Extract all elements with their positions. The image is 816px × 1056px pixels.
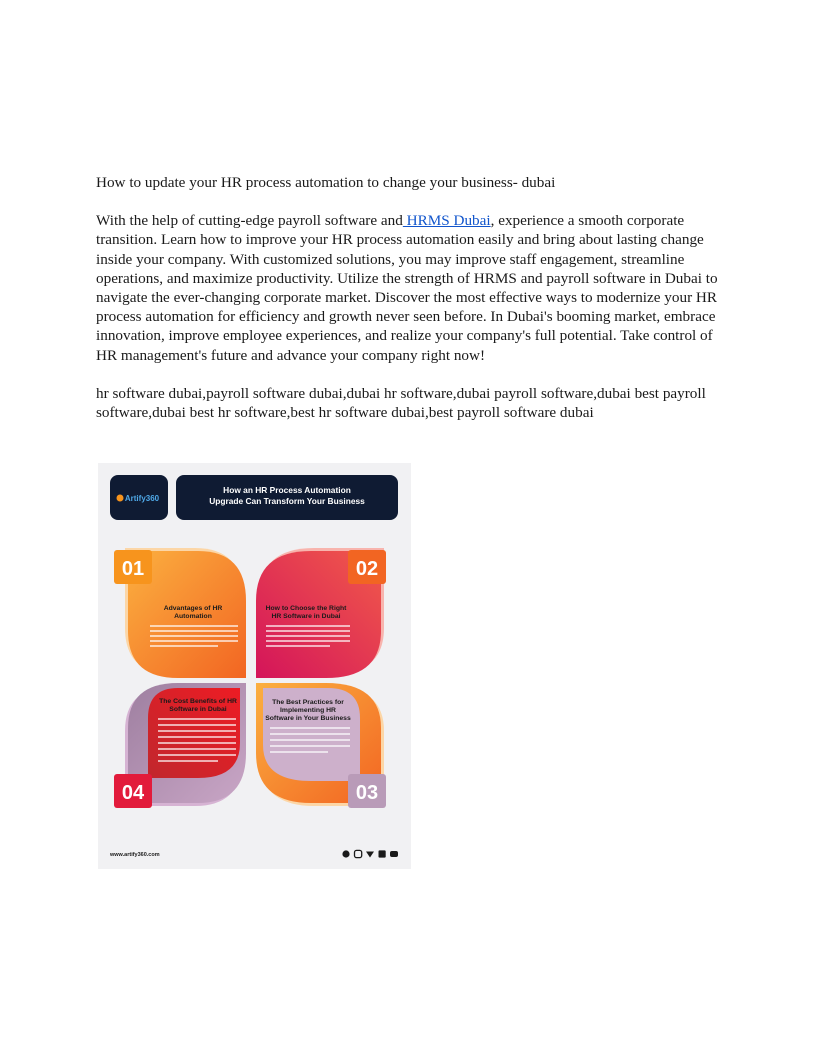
intro-paragraph [96,211,726,365]
document-body [96,173,726,422]
document-title: How to update your HR process automation to change your business- dubai [96,174,556,191]
youtube-icon [390,851,398,857]
quadrant-03 [256,683,386,808]
quadrant-03-title-2: Implementing HR [280,707,336,714]
number-02: 02 [355,558,379,580]
linkedin-icon [379,850,386,857]
number-03: 03 [355,782,379,804]
header-line-1: How an HR Process Automation [223,485,351,495]
keywords-paragraph: hr software dubai,payroll software dubai,dubai hr software,dubai payroll software,dubai best payroll software,dubai best hr software,best hr software dubai,best payroll software dubai [96,384,706,422]
quadrant-02-title-2: HR Software in Dubai [271,613,341,620]
intro-text-end: , experience a smooth corporate transition. Learn how to improve your HR process automation easily and bring about lasting change inside your company. With customized solutions, you may improve staff engagement, streamline operations, and maximize productivity. Utilize the strength of HRMS and payroll software in Dubai to navigate the ever-changing corporate market. Discover the most effective ways to modernize your HR process automation for efficiency and growth never seen before. In Dubai's booming market, embrace innovation, improve employee experiences, and realize your company's full potential. Take control of HR management's future and advance your company right now! [96,212,718,364]
quadrant-01-title-2: Automation [174,613,212,620]
number-04: 04 [121,782,145,804]
quadrant-01 [114,548,246,678]
number-01: 01 [121,558,145,580]
logo-text: Artify360 [124,494,160,503]
quadrant-02 [256,548,386,678]
quadrant-04-title-2: Software in Dubai [169,706,227,713]
hr-automation-infographic [98,463,411,869]
facebook-icon [342,850,349,857]
header-line-2: Upgrade Can Transform Your Business [209,496,365,506]
quadrant-02-title-1: How to Choose the Right [265,605,347,612]
quadrant-04-title-1: The Cost Benefits of HR [159,698,237,705]
quadrant-03-title-1: The Best Practices for [272,699,344,706]
intro-text-start: With the help of cutting-edge payroll software and [96,212,403,230]
footer-url: www.artify360.com [110,852,160,858]
hrms-dubai-link[interactable]: HRMS Dubai [402,212,491,230]
quadrant-04 [114,683,246,808]
quadrant-03-title-3: Software in Your Business [265,715,351,722]
logo-mark-icon [117,495,124,502]
quadrant-01-title-1: Advantages of HR [163,605,223,612]
